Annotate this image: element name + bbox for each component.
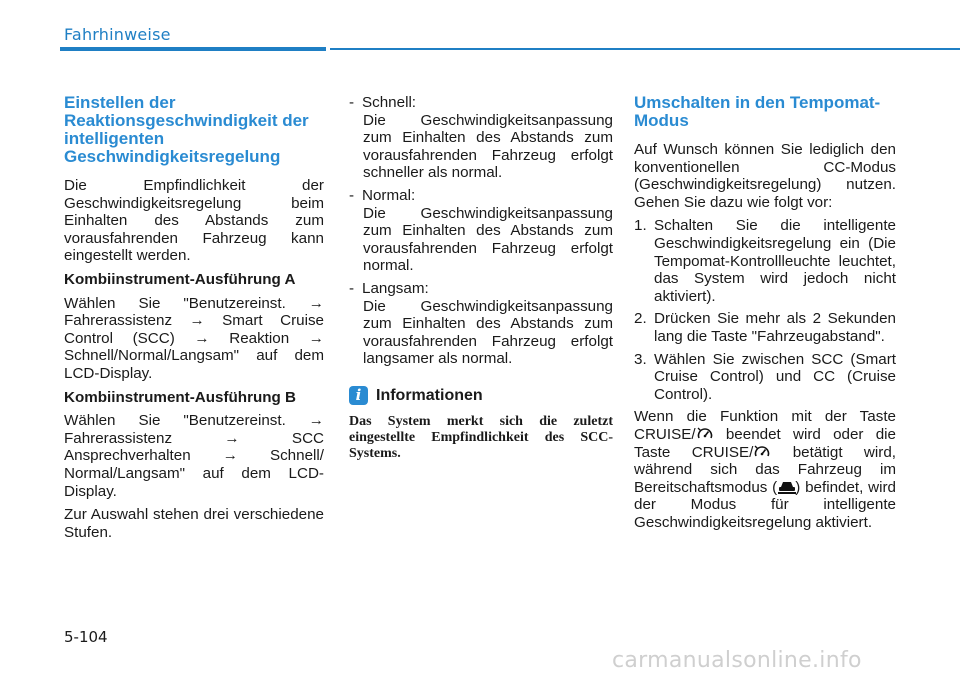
heading-tempomat-mode: Umschalten in den Tempomat-Modus (634, 93, 881, 130)
column-left (64, 94, 324, 547)
info-title: Informationen (376, 386, 483, 404)
intro-paragraph: Auf Wunsch können Sie lediglich den konventionellen CC-Modus (Geschwindigkeitsregelung) nutzen. Gehen Sie dazu wie folgt vor: (634, 141, 896, 211)
outro-text-1: Wenn die Funktion mit der Taste CRUISE/ (634, 408, 896, 443)
section-title: Fahrhinweise (64, 25, 171, 44)
outro-paragraph (634, 408, 896, 531)
item-label: Normal: (362, 186, 416, 204)
step-number: 3. (634, 350, 647, 368)
info-box-header (349, 386, 613, 405)
cluster-a-text: Wählen Sie "Benutzereinst. → Fahrerassistenz → Smart Cruise Control (SCC) → Reaktion → Schnell/Normal/Langsam" auf dem LCD-Display. (64, 294, 324, 382)
item-label: Langsam: (362, 279, 429, 297)
vehicle-icon (777, 479, 795, 495)
list-item (349, 280, 613, 368)
intro-paragraph: Die Empfindlichkeit der Geschwindigkeitsregelung beim Einhalten des Abstands zum vorausfahrenden Fahrzeug kann eingestellt werden. (64, 177, 324, 265)
item-text: Die Geschwindigkeitsanpassung zum Einhalten des Abstands zum vorausfahrenden Fahrzeug erfolgt normal. (363, 204, 613, 275)
header-rule-thin (330, 48, 960, 50)
column-right (634, 94, 896, 537)
item-text: Die Geschwindigkeitsanpassung zum Einhalten des Abstands zum vorausfahrenden Fahrzeug erfolgt schneller als normal. (363, 111, 613, 182)
levels-paragraph: Zur Auswahl stehen drei verschiedene Stufen. (64, 506, 324, 541)
list-item (634, 351, 896, 404)
list-item (634, 217, 896, 305)
list-item (634, 310, 896, 345)
heading-reaction-speed: Einstellen der Reaktionsgeschwindigkeit der intelligenten Geschwindigkeitsregelung (64, 93, 309, 166)
outro-text-4: ) befindet, wird der Modus für intelligente Geschwindigkeitsregelung aktiviert. (634, 478, 896, 531)
item-text: Die Geschwindigkeitsanpassung zum Einhalten des Abstands zum vorausfahrenden Fahrzeug erfolgt langsamer als normal. (363, 297, 613, 368)
watermark: carmanualsonline.info (612, 648, 862, 673)
step-text: Wählen Sie zwischen SCC (Smart Cruise Control) und CC (Cruise Control). (654, 350, 896, 403)
step-text: Schalten Sie die intelligente Geschwindigkeitsregelung ein (Die Tempomat-Kontrollleuchte leuchtet, das System wird jedoch nicht aktiviert). (654, 217, 896, 305)
step-number: 2. (634, 310, 647, 328)
info-text: Das System merkt sich die zuletzt eingestellte Empfindlichkeit des SCC-Systems. (349, 413, 613, 461)
list-item (349, 94, 613, 182)
info-icon: i (349, 386, 368, 405)
cruise-gauge-icon (696, 426, 714, 442)
header-rule-thick (60, 47, 326, 51)
dash-marker: - (349, 279, 355, 297)
dash-marker: - (349, 186, 355, 204)
outro-text-2: beendet wird oder die Taste CRUISE/ (634, 425, 896, 461)
cluster-a-label: Kombiinstrument-Ausführung A (64, 270, 296, 288)
item-label: Schnell: (362, 94, 417, 111)
column-middle (349, 94, 613, 462)
cluster-b-text: Wählen Sie "Benutzereinst. → Fahrerassistenz → SCC Ansprechverhalten → Schnell/ Normal/Langsam" auf dem LCD-Display. (64, 412, 324, 500)
page-number: 5-104 (64, 628, 108, 646)
cruise-gauge-icon (753, 444, 771, 460)
list-item (349, 187, 613, 275)
outro-text-3: betätigt wird, während sich das Fahrzeug im Bereitschaftsmodus ( (634, 443, 897, 496)
step-number: 1. (634, 217, 647, 235)
step-text: Drücken Sie mehr als 2 Sekunden lang die Taste "Fahrzeugabstand". (654, 310, 896, 345)
cluster-b-label: Kombiinstrument-Ausführung B (64, 388, 297, 406)
dash-marker: - (349, 94, 355, 111)
